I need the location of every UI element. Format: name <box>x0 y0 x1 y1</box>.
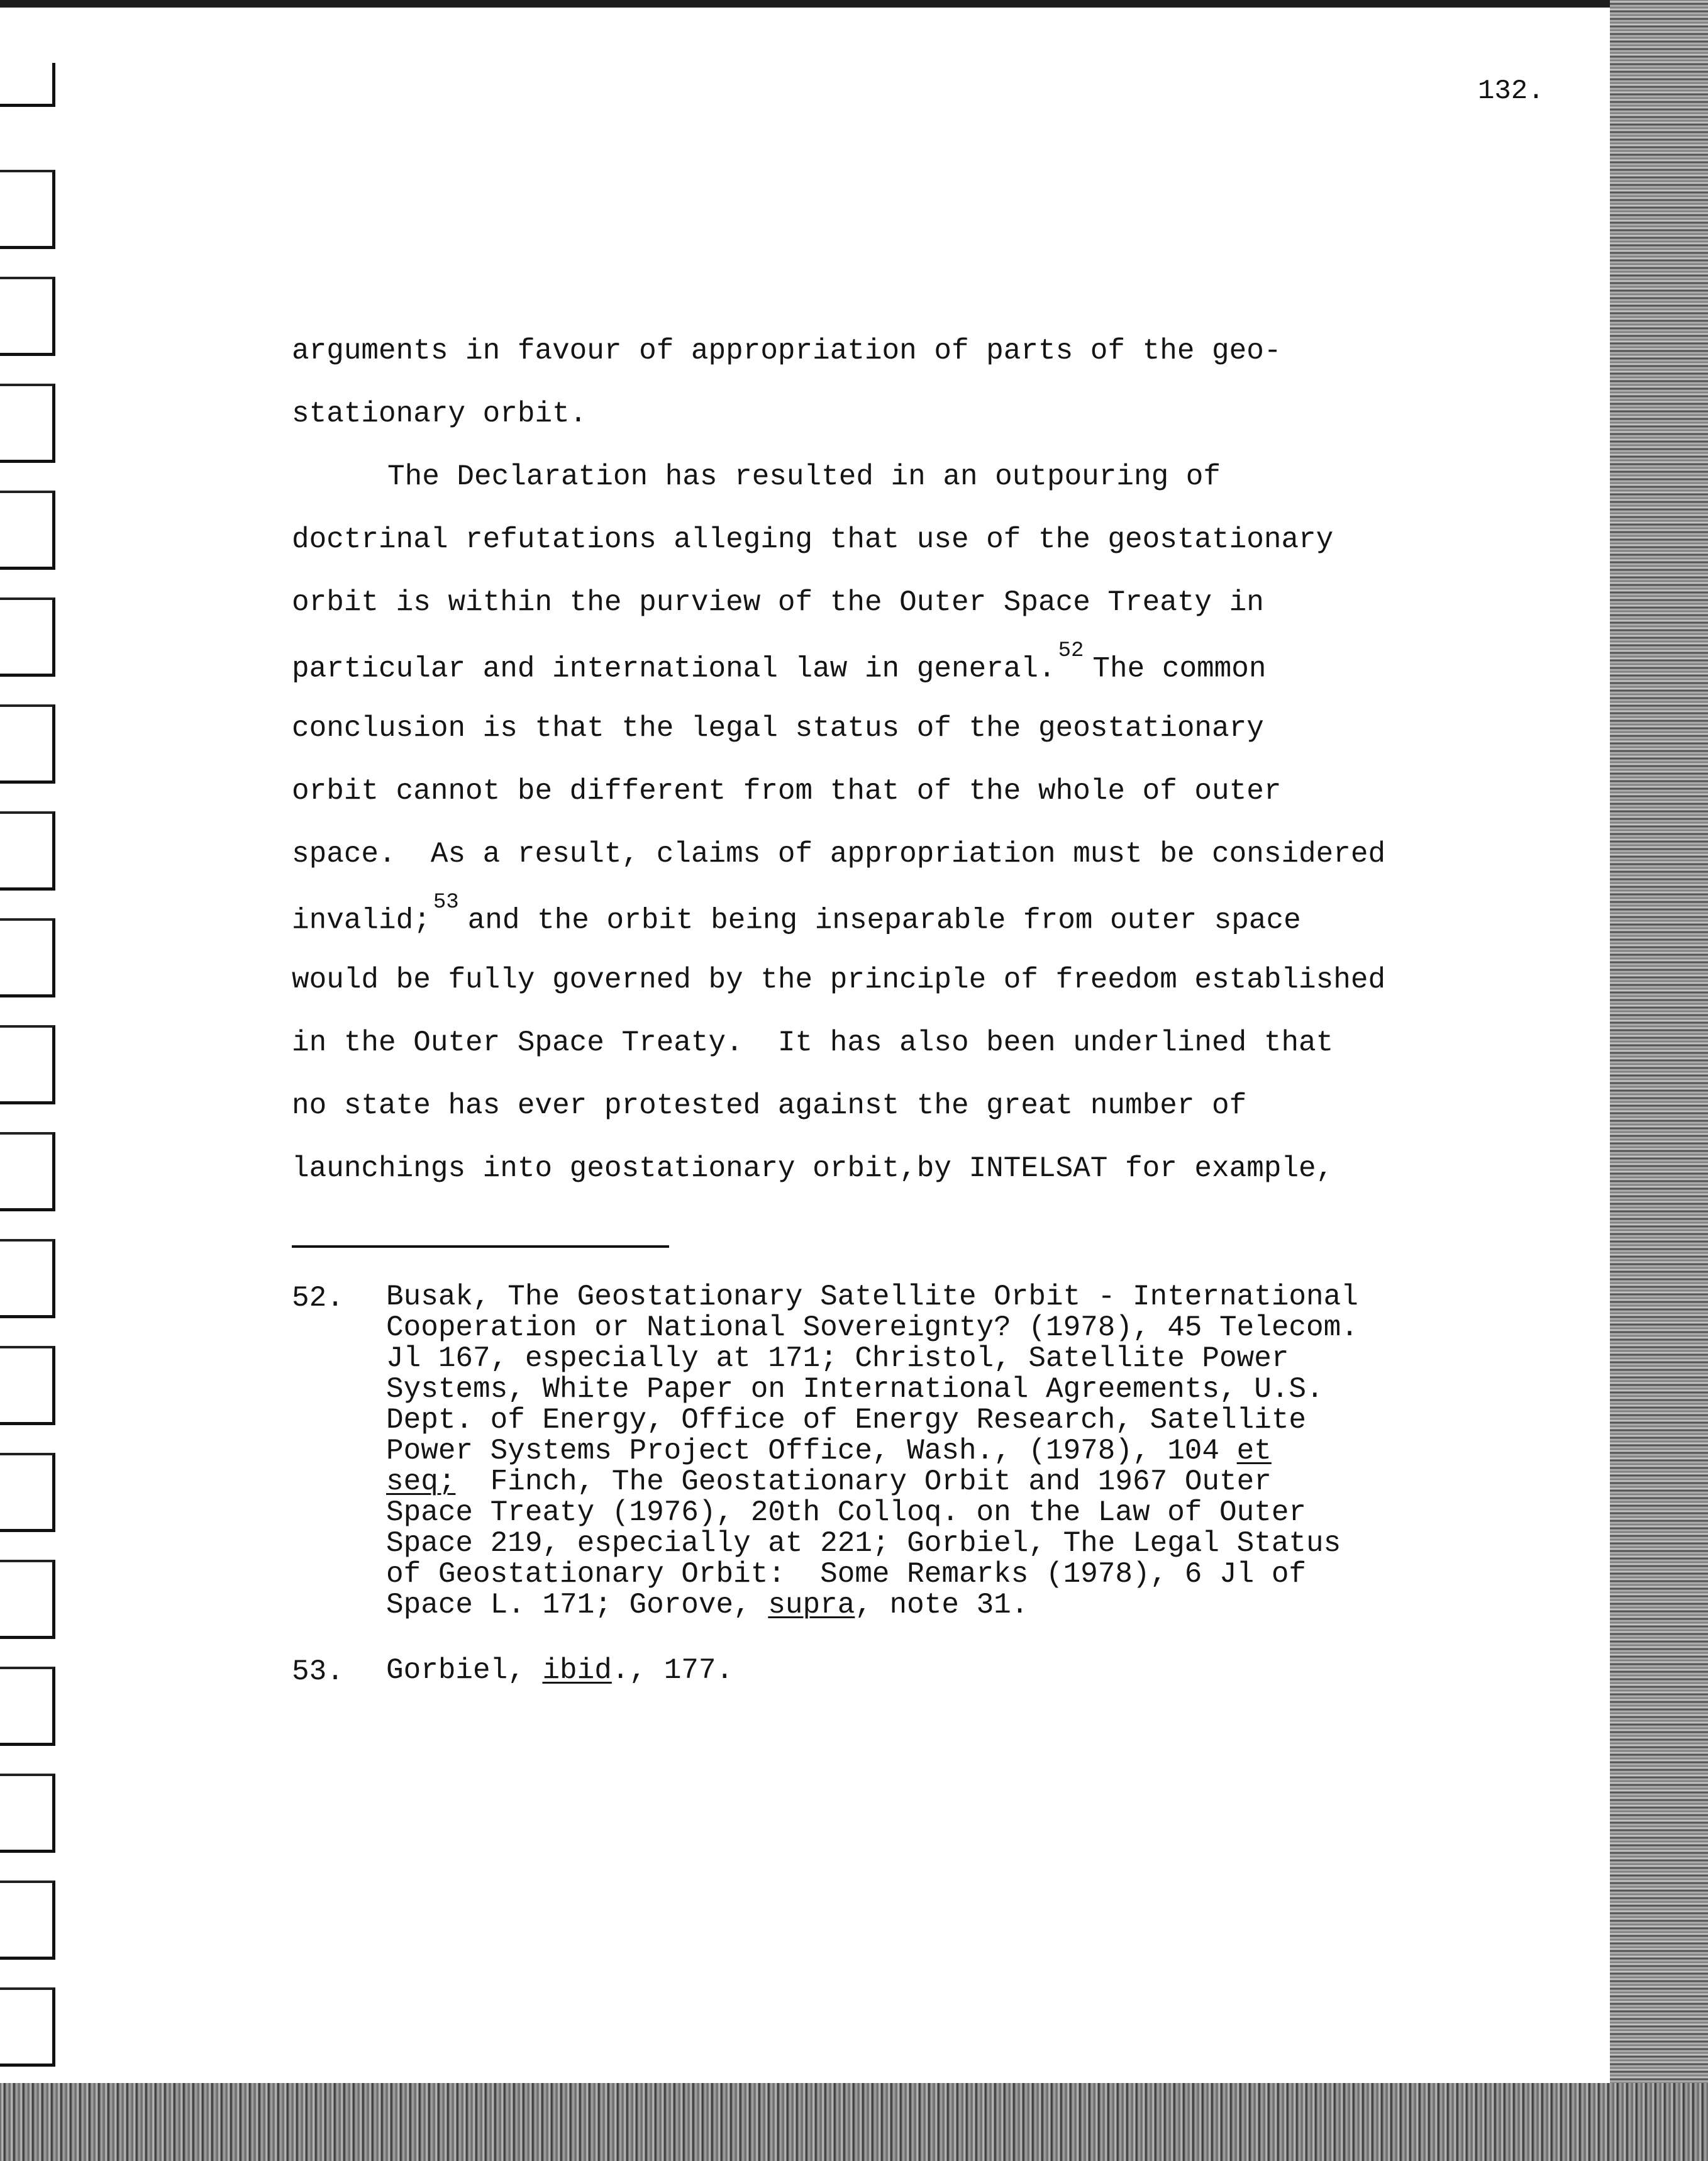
footnote-line: Systems, White Paper on International Agreements, U.S. <box>386 1373 1324 1406</box>
footnote-line <box>386 1436 1272 1467</box>
document-page <box>0 8 1610 2083</box>
footnote-text: Gorbiel, <box>386 1654 525 1687</box>
footnote-divider <box>292 1245 669 1248</box>
body-line-text: invalid; <box>292 904 431 937</box>
page-stack-edge-right <box>1610 0 1708 2161</box>
footnote-italic-et: et <box>1236 1435 1272 1467</box>
footnote-line: Dept. of Energy, Office of Energy Research, Satellite <box>386 1404 1307 1436</box>
footnote-italic-supra: supra <box>768 1589 855 1621</box>
binder-ring-icon <box>0 1132 55 1211</box>
footnote-line: Space 219, especially at 221; Gorbiel, The Legal Status <box>386 1527 1341 1560</box>
binder-ring-icon <box>0 1453 55 1532</box>
binder-ring-icon <box>0 704 55 784</box>
page-stack-edge-bottom <box>0 2083 1708 2161</box>
body-line: stationary orbit. <box>292 397 587 430</box>
footnote-text: Finch, The Geostationary Orbit and 1967 Outer <box>490 1465 1272 1498</box>
binder-ring-icon <box>0 63 55 107</box>
footnote-number-53: 53. <box>292 1655 344 1688</box>
body-line-text: and the orbit being inseparable from outer space <box>467 904 1301 937</box>
footnote-text: , note 31. <box>855 1589 1029 1621</box>
body-line: The Declaration has resulted in an outpouring of <box>387 460 1221 493</box>
footnote-ref-52: 52 <box>1058 639 1084 663</box>
binder-ring-icon <box>0 277 55 356</box>
body-line: conclusion is that the legal status of the geostationary <box>292 712 1264 745</box>
footnote-number-52: 52. <box>292 1282 344 1314</box>
footnote-line: of Geostationary Orbit: Some Remarks (1978), 6 Jl of <box>386 1558 1307 1591</box>
footnote-text: ., 177. <box>611 1654 734 1687</box>
footnote-line: Jl 167, especially at 171; Christol, Satellite Power <box>386 1342 1289 1375</box>
body-line: orbit is within the purview of the Outer Space Treaty in <box>292 586 1264 619</box>
body-line: arguments in favour of appropriation of parts of the geo- <box>292 335 1282 367</box>
body-line: would be fully governed by the principle of freedom established <box>292 964 1386 996</box>
binder-ring-icon <box>0 1560 55 1639</box>
binder-ring-icon <box>0 384 55 463</box>
body-line: launchings into geostationary orbit,by INTELSAT for example, <box>292 1152 1334 1185</box>
binder-ring-icon <box>0 1667 55 1746</box>
footnote-line <box>386 1467 1272 1497</box>
footnote-line: Busak, The Geostationary Satellite Orbit - International <box>386 1280 1358 1313</box>
footnote-italic-seq: seq; <box>386 1465 456 1498</box>
binder-ring-icon <box>0 597 55 677</box>
body-line: no state has ever protested against the great number of <box>292 1089 1247 1122</box>
body-line: space. As a result, claims of appropriation must be considered <box>292 838 1386 870</box>
body-line: doctrinal refutations alleging that use of the geostationary <box>292 523 1334 556</box>
body-line: in the Outer Space Treaty. It has also been underlined that <box>292 1026 1334 1059</box>
body-line <box>292 891 1301 937</box>
footnote-italic-ibid: ibid <box>542 1654 612 1687</box>
binder-ring-icon <box>0 1774 55 1853</box>
binder-ring-icon <box>0 491 55 570</box>
footnote-text: Space L. 171; Gorove, <box>386 1589 751 1621</box>
binder-ring-icon <box>0 170 55 249</box>
binder-ring-icon <box>0 1880 55 1960</box>
footnote-text: Power Systems Project Office, Wash., (1978), 104 <box>386 1435 1220 1467</box>
page-number: 132. <box>1478 75 1544 107</box>
body-line <box>292 639 1267 686</box>
body-line-text: particular and international law in general. <box>292 652 1056 686</box>
body-line: orbit cannot be different from that of the whole of outer <box>292 775 1282 808</box>
binder-ring-icon <box>0 811 55 891</box>
binder-ring-icon <box>0 1025 55 1104</box>
footnote-line: Cooperation or National Sovereignty? (1978), 45 Telecom. <box>386 1311 1358 1344</box>
binder-ring-icon <box>0 918 55 997</box>
footnote-line <box>386 1590 1028 1621</box>
binder-ring-icon <box>0 1239 55 1318</box>
footnote-line <box>386 1655 733 1686</box>
binder-ring-icon <box>0 1987 55 2067</box>
body-line-text: The common <box>1092 652 1267 686</box>
binder-ring-icon <box>0 1346 55 1425</box>
footnote-line: Space Treaty (1976), 20th Colloq. on the Law of Outer <box>386 1496 1307 1529</box>
footnote-ref-53: 53 <box>433 891 459 914</box>
